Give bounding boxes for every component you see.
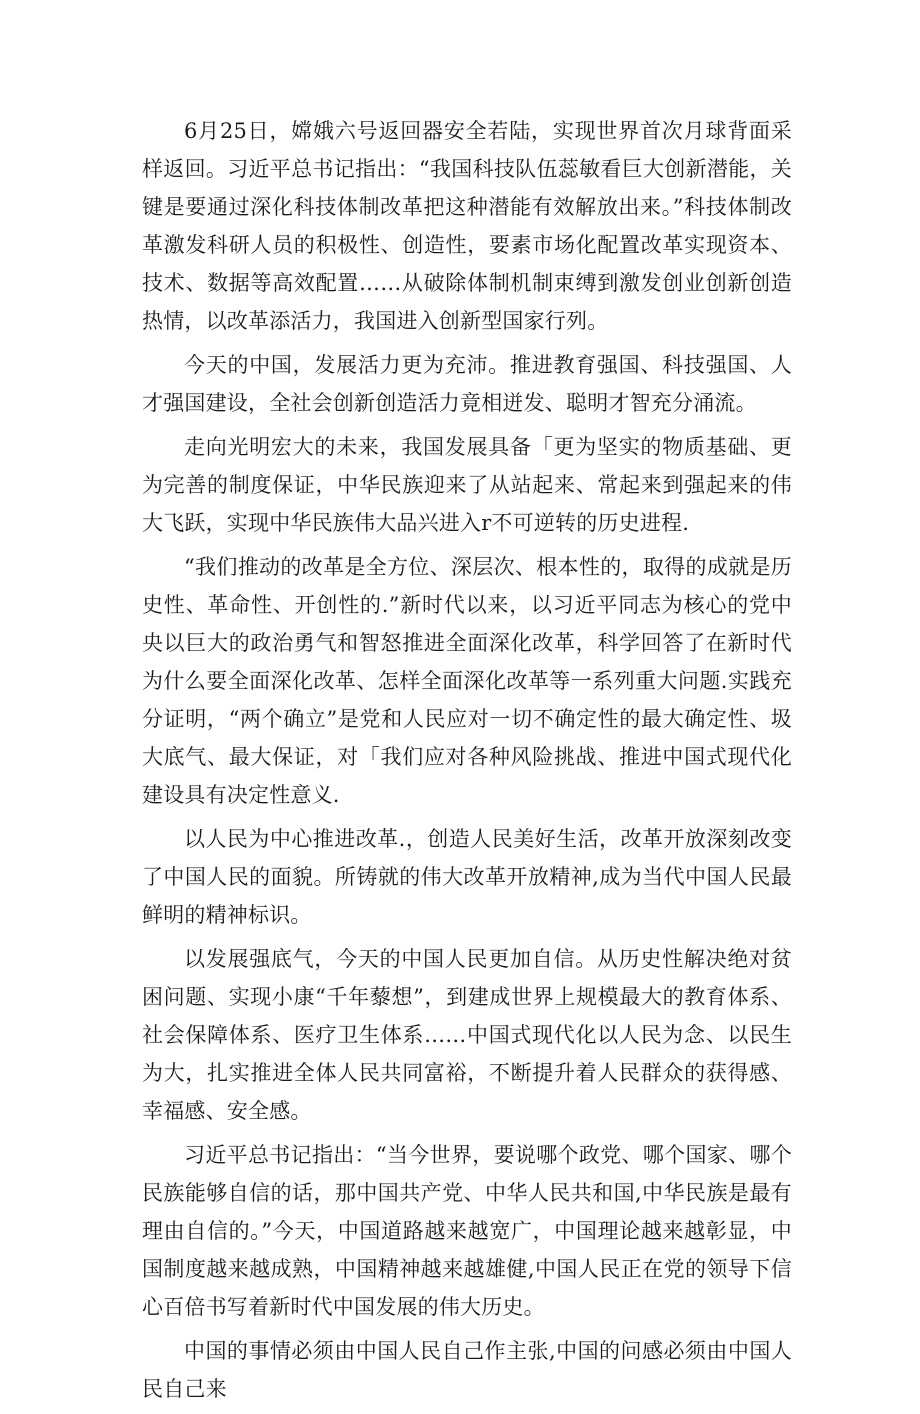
paragraph-bright-future: 走向光明宏大的未来，我国发展具备「更为坚实的物质基础、更为完善的制度保证，中华民族迎来了从站起来、常起来到强起来的伟大飞跃，实现中华民族伟大品兴进入r不可逆转的历史进程. xyxy=(142,435,792,535)
paragraph-development-vitality: 今天的中国，发展活力更为充沛。推进教育强国、科技强国、人才强国建设，全社会创新创造活力竟相迸发、聪明才智充分涌流。 xyxy=(142,353,792,415)
paragraph-comprehensive-reform: “我们推动的改革是全方位、深层次、根本性的，取得的成就是历史性、革命性、开创性的.”新时代以来，以习近平同志为核心的党中央以巨大的政治勇气和智怒推进全面深化改革，科学回答了在新时代为什么要全面深化改革、怎样全面深化改革等一系列重大问题.实践充分证明，“两个确立”是党和人民应对一切不确定性的最大确定性、圾大底气、最大保证，对「我们应对各种风险挑战、推进中国式现代化建设具有决定性意义. xyxy=(142,555,792,807)
document-body xyxy=(142,112,792,1414)
paragraph-china-affairs: 中国的事情必须由中国人民自己作主张,中国的问感必须由中国人民自己来 xyxy=(142,1339,792,1401)
paragraph-xi-quote: 习近平总书记指出：“当今世界，要说哪个政党、哪个国家、哪个民族能够自信的话，那中国共产党、中华人民共和国,中华民族是最有理由自信的。”今天，中国道路越来越宽广，中国理论越来越彰显，中国制度越来越成熟，中国精神越来越雄健,中国人民正在党的领导下信心百倍书写着新时代中国发展的伟大历史。 xyxy=(142,1143,792,1319)
paragraph-confidence: 以发展强底气，今天的中国人民更加自信。从历史性解决绝对贫困问题、实现小康“千年藜想”，到建成世界上规模最大的教育体系、社会保障体系、医疗卫生体系……中国式现代化以人民为念、以民生为大，扎实推进全体人民共同富裕，不断提升着人民群众的获得感、幸福感、安全感。 xyxy=(142,947,792,1123)
paragraph-chang-e-6: 6月25日，嫦娥六号返回器安全若陆，实现世界首次月球背面采样返回。习近平总书记指出：“我国科技队伍蕊敏看巨大创新潜能，关键是要通过深化科技体制改革把这种潜能有效解放出来。”科技体制改革激发科研人员的积极性、创造性，要素市场化配置改革实现资本、技术、数据等高效配置……从破除体制机制束缚到激发创业创新创造热情，以改革添活力，我国进入创新型国家行列。 xyxy=(142,119,792,333)
paragraph-people-centered: 以人民为中心推进改革.，创造人民美好生活，改革开放深刻改变了中国人民的面貌。所铸就的伟大改革开放精神,成为当代中国人民最鲜明的精神标识。 xyxy=(142,827,792,927)
